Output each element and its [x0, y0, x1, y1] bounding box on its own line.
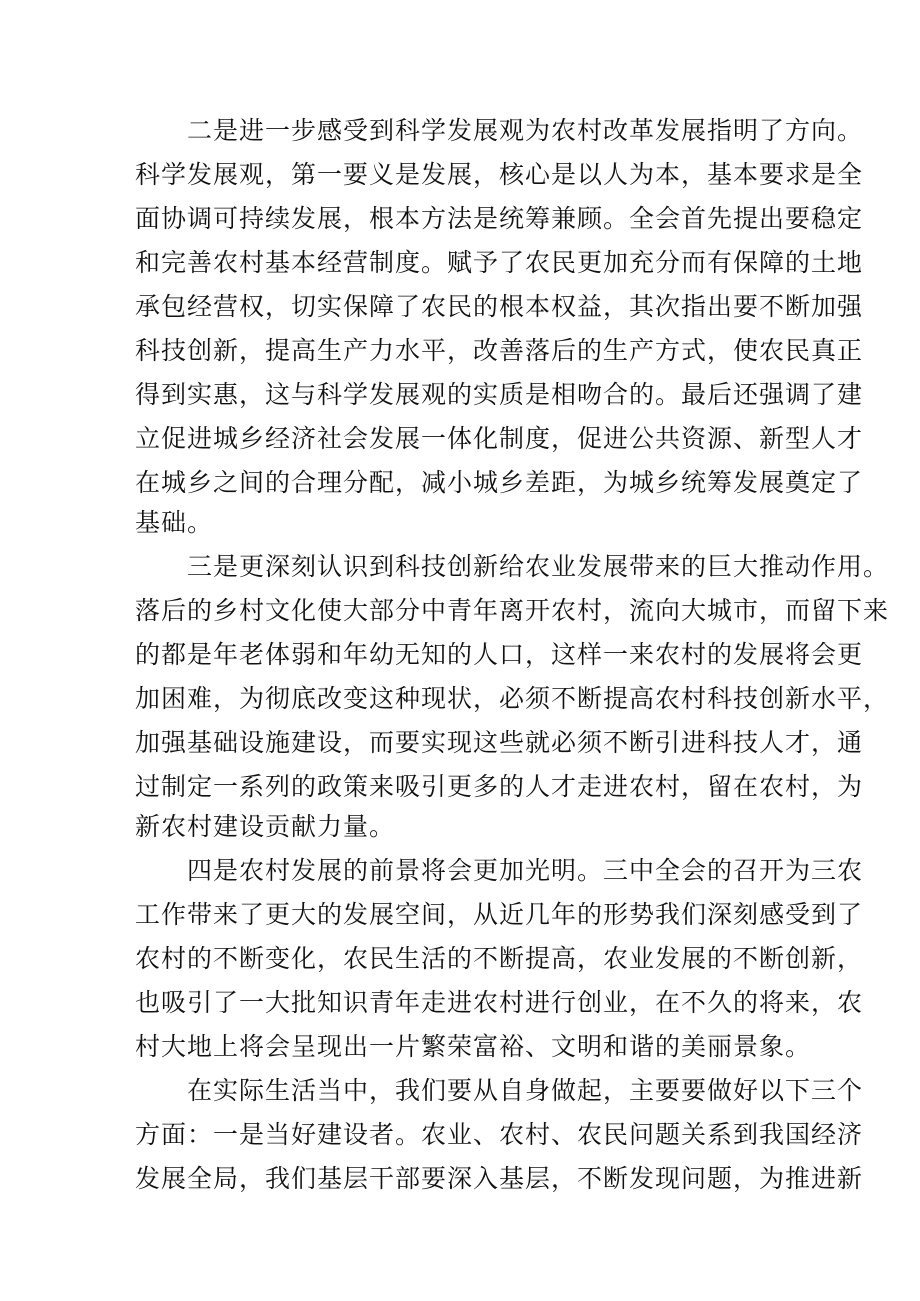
text-line: 二是进一步感受到科学发展观为农村改革发展指明了方向。 [187, 116, 864, 145]
text-line: 面协调可持续发展，根本方法是统筹兼顾。全会首先提出要稳定 [135, 204, 864, 233]
text-line: 在城乡之间的合理分配，减小城乡差距，为城乡统筹发展奠定了 [135, 468, 864, 497]
text-line: 村大地上将会呈现出一片繁荣富裕、文明和谐的美丽景象。 [135, 1032, 812, 1061]
text-line: 立促进城乡经济社会发展一体化制度，促进公共资源、新型人才 [135, 424, 864, 453]
text-line: 加困难，为彻底改变这种现状，必须不断提高农村科技创新水平， [135, 684, 890, 713]
text-line: 科学发展观，第一要义是发展，核心是以人为本，基本要求是全 [135, 160, 864, 189]
text-line: 也吸引了一大批知识青年走进农村进行创业，在不久的将来，农 [135, 988, 864, 1017]
text-line: 工作带来了更大的发展空间，从近几年的形势我们深刻感受到了 [135, 900, 864, 929]
text-line: 三是更深刻认识到科技创新给农业发展带来的巨大推动作用。 [187, 552, 890, 581]
text-line: 新农村建设贡献力量。 [135, 812, 396, 841]
text-line: 在实际生活当中，我们要从自身做起，主要要做好以下三个 [187, 1076, 864, 1105]
text-line: 农村的不断变化，农民生活的不断提高，农业发展的不断创新， [135, 944, 864, 973]
text-line: 的都是年老体弱和年幼无知的人口，这样一来农村的发展将会更 [135, 640, 864, 669]
text-line: 落后的乡村文化使大部分中青年离开农村，流向大城市，而留下来 [135, 596, 890, 625]
text-line: 方面：一是当好建设者。农业、农村、农民问题关系到我国经济 [135, 1120, 864, 1149]
text-line: 得到实惠，这与科学发展观的实质是相吻合的。最后还强调了建 [135, 380, 864, 409]
text-line: 科技创新，提高生产力水平，改善落后的生产方式，使农民真正 [135, 336, 864, 365]
text-line: 和完善农村基本经营制度。赋予了农民更加充分而有保障的土地 [135, 248, 864, 277]
text-line: 发展全局，我们基层干部要深入基层，不断发现问题，为推进新 [135, 1164, 864, 1193]
text-line: 承包经营权，切实保障了农民的根本权益，其次指出要不断加强 [135, 292, 864, 321]
text-line: 四是农村发展的前景将会更加光明。三中全会的召开为三农 [187, 856, 864, 885]
text-line: 过制定一系列的政策来吸引更多的人才走进农村，留在农村，为 [135, 772, 864, 801]
text-line: 加强基础设施建设，而要实现这些就必须不断引进科技人才，通 [135, 728, 864, 757]
text-line: 基础。 [135, 508, 214, 537]
